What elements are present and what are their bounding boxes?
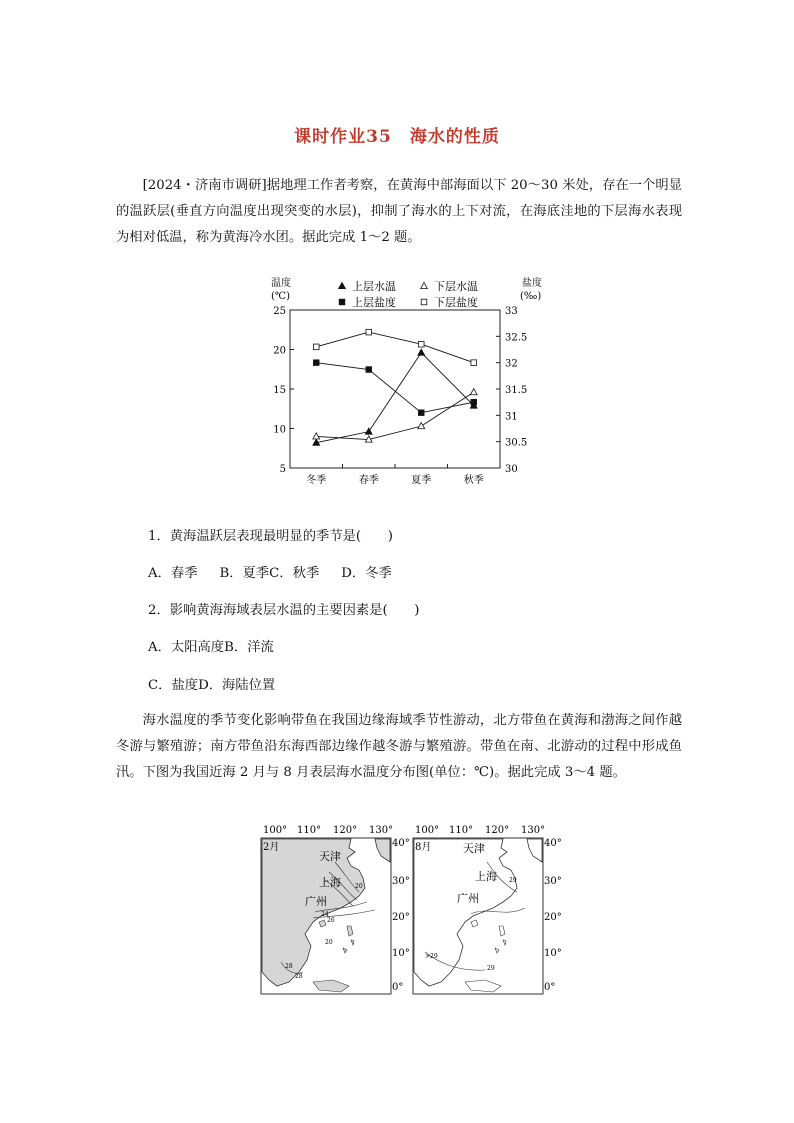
feb-lon-110: 110° — [297, 825, 322, 836]
x-tick-label: 冬季 — [306, 475, 327, 486]
left-axis-title: 温度 — [271, 278, 291, 289]
legend-marker-1 — [421, 282, 428, 288]
q2-option-b[interactable]: B．洋流 — [224, 640, 274, 655]
right-axis-unit: (‰) — [520, 291, 542, 302]
series-3-point — [471, 360, 477, 366]
right-tick-label: 32.5 — [505, 332, 528, 344]
aug-lat-10: 10° — [544, 948, 562, 959]
question-2-options-ab — [148, 636, 296, 655]
series-1-point — [418, 423, 425, 429]
right-tick-label: 33 — [505, 306, 518, 317]
x-tick-label: 春季 — [358, 475, 379, 486]
right-tick-label: 31.5 — [505, 385, 528, 396]
feb-isotherm-28b: 28 — [295, 973, 303, 980]
feb-lon-100: 100° — [263, 825, 288, 836]
legend-label-1: 下层水温 — [434, 280, 478, 293]
series-3-point — [313, 344, 319, 350]
intro-paragraph-1: [2024・济南市调研]据地理工作者考察，在黄海中部海面以下 20～30 米处，存在一个明显的温跃层(垂直方向温度出现突变的水层)，抑制了海水的上下对流，在海底洼地的下层海水表现为相对低温，称为黄海冷水团。据此完成 1～2 题。 — [116, 178, 682, 245]
aug-isotherm-29a: 29 — [509, 877, 517, 884]
sea-temperature-maps — [255, 822, 565, 1002]
legend-label-2: 上层盐度 — [352, 296, 396, 309]
q1-option-c[interactable]: C．秋季 — [269, 566, 320, 581]
aug-city-tianjin: 天津 — [463, 842, 485, 855]
series-2-point — [418, 410, 424, 416]
feb-map — [261, 838, 391, 994]
aug-month-label: 8月 — [415, 842, 432, 853]
feb-lat-30: 30° — [392, 876, 410, 887]
feb-isotherm-20a: 20 — [355, 883, 363, 890]
aug-lon-130: 130° — [521, 825, 546, 836]
series-2-point — [313, 360, 319, 366]
aug-lon-100: 100° — [415, 825, 440, 836]
aug-lat-40: 40° — [544, 838, 562, 849]
series-2-point — [366, 367, 372, 373]
left-tick-label: 20 — [273, 345, 286, 357]
x-tick-label: 秋季 — [463, 475, 484, 486]
legend-marker-3 — [421, 299, 427, 305]
left-tick-label: 10 — [273, 424, 286, 436]
q1-option-a[interactable]: A．春季 — [148, 566, 198, 581]
right-tick-label: 31 — [505, 411, 518, 423]
feb-isotherm-20b: 20 — [325, 939, 333, 946]
left-tick-label: 25 — [273, 306, 286, 317]
x-tick-label: 夏季 — [411, 475, 432, 486]
aug-isotherm-gt29: >29 — [425, 953, 438, 960]
right-tick-label: 30 — [505, 464, 518, 475]
feb-city-tianjin: 天津 — [319, 850, 341, 863]
aug-map — [413, 838, 543, 994]
q2-option-d[interactable]: D．海陆位置 — [198, 678, 276, 693]
legend-marker-2 — [339, 299, 345, 305]
series-3-point — [366, 329, 372, 335]
series-1-point — [313, 433, 320, 439]
plot-frame — [290, 310, 500, 468]
aug-lat-0: 0° — [544, 982, 556, 993]
question-1-options — [148, 562, 414, 581]
left-tick-label: 5 — [279, 464, 286, 475]
left-axis-unit: (℃) — [271, 291, 290, 302]
feb-city-shanghai: 上海 — [319, 876, 341, 889]
q2-option-a[interactable]: A．太阳高度 — [148, 640, 225, 655]
aug-city-shanghai: 上海 — [475, 870, 497, 883]
feb-month-label: 2月 — [263, 842, 280, 853]
left-tick-label: 15 — [273, 385, 286, 396]
feb-city-guangzhou: 广州 — [305, 895, 327, 908]
feb-isotherm-24: 24 — [321, 911, 329, 918]
aug-lon-120: 120° — [485, 825, 510, 836]
right-axis-title: 盐度 — [522, 278, 542, 289]
series-3-point — [418, 341, 424, 347]
right-tick-label: 32 — [505, 358, 518, 370]
series-0-point — [418, 349, 425, 355]
feb-lat-40: 40° — [392, 838, 410, 849]
series-1-point — [470, 389, 477, 395]
feb-lon-130: 130° — [369, 825, 394, 836]
legend-marker-0 — [339, 282, 346, 288]
series-line-1 — [316, 392, 474, 439]
feb-isotherm-28a: 28 — [285, 963, 293, 970]
aug-city-guangzhou: 广州 — [457, 892, 479, 905]
intro-paragraph-2: 海水温度的季节变化影响带鱼在我国边缘海域季节性游动，北方带鱼在黄海和渤海之间作越冬游与繁殖游；南方带鱼沿东海西部边缘作越冬游与繁殖游。带鱼在南、北游动的过程中形成鱼汛。下图为我国近海 2 月与 8 月表层海水温度分布图(单位：℃)。据此完成 3～4 题。 — [116, 713, 682, 780]
series-line-3 — [316, 332, 474, 363]
feb-lat-10: 10° — [392, 948, 410, 959]
right-tick-label: 30.5 — [505, 437, 528, 449]
aug-isotherm-29b: 29 — [487, 965, 495, 972]
feb-lon-120: 120° — [333, 825, 358, 836]
question-1-stem: 1．黄海温跃层表现最明显的季节是( ) — [148, 529, 393, 544]
series-2-point — [471, 399, 477, 405]
legend-label-3: 下层盐度 — [434, 296, 478, 309]
page-title: 课时作业35 海水的性质 — [294, 127, 500, 147]
q2-option-c[interactable]: C．盐度 — [148, 678, 199, 693]
series-0-point — [365, 428, 372, 434]
question-2-options-cd — [148, 674, 297, 693]
aug-lat-20: 20° — [544, 912, 562, 923]
temperature-salinity-chart — [262, 272, 562, 494]
question-2-stem: 2．影响黄海海域表层水温的主要因素是( ) — [148, 603, 420, 618]
aug-lon-110: 110° — [449, 825, 474, 836]
feb-lat-20: 20° — [392, 912, 410, 923]
feb-isotherm-26: 26 — [327, 917, 335, 924]
q1-option-d[interactable]: D．冬季 — [341, 566, 392, 581]
legend-label-0: 上层水温 — [352, 280, 396, 293]
aug-lat-30: 30° — [544, 876, 562, 887]
series-line-2 — [316, 363, 474, 413]
q1-option-b[interactable]: B．夏季 — [219, 566, 270, 581]
feb-lat-0: 0° — [392, 982, 404, 993]
